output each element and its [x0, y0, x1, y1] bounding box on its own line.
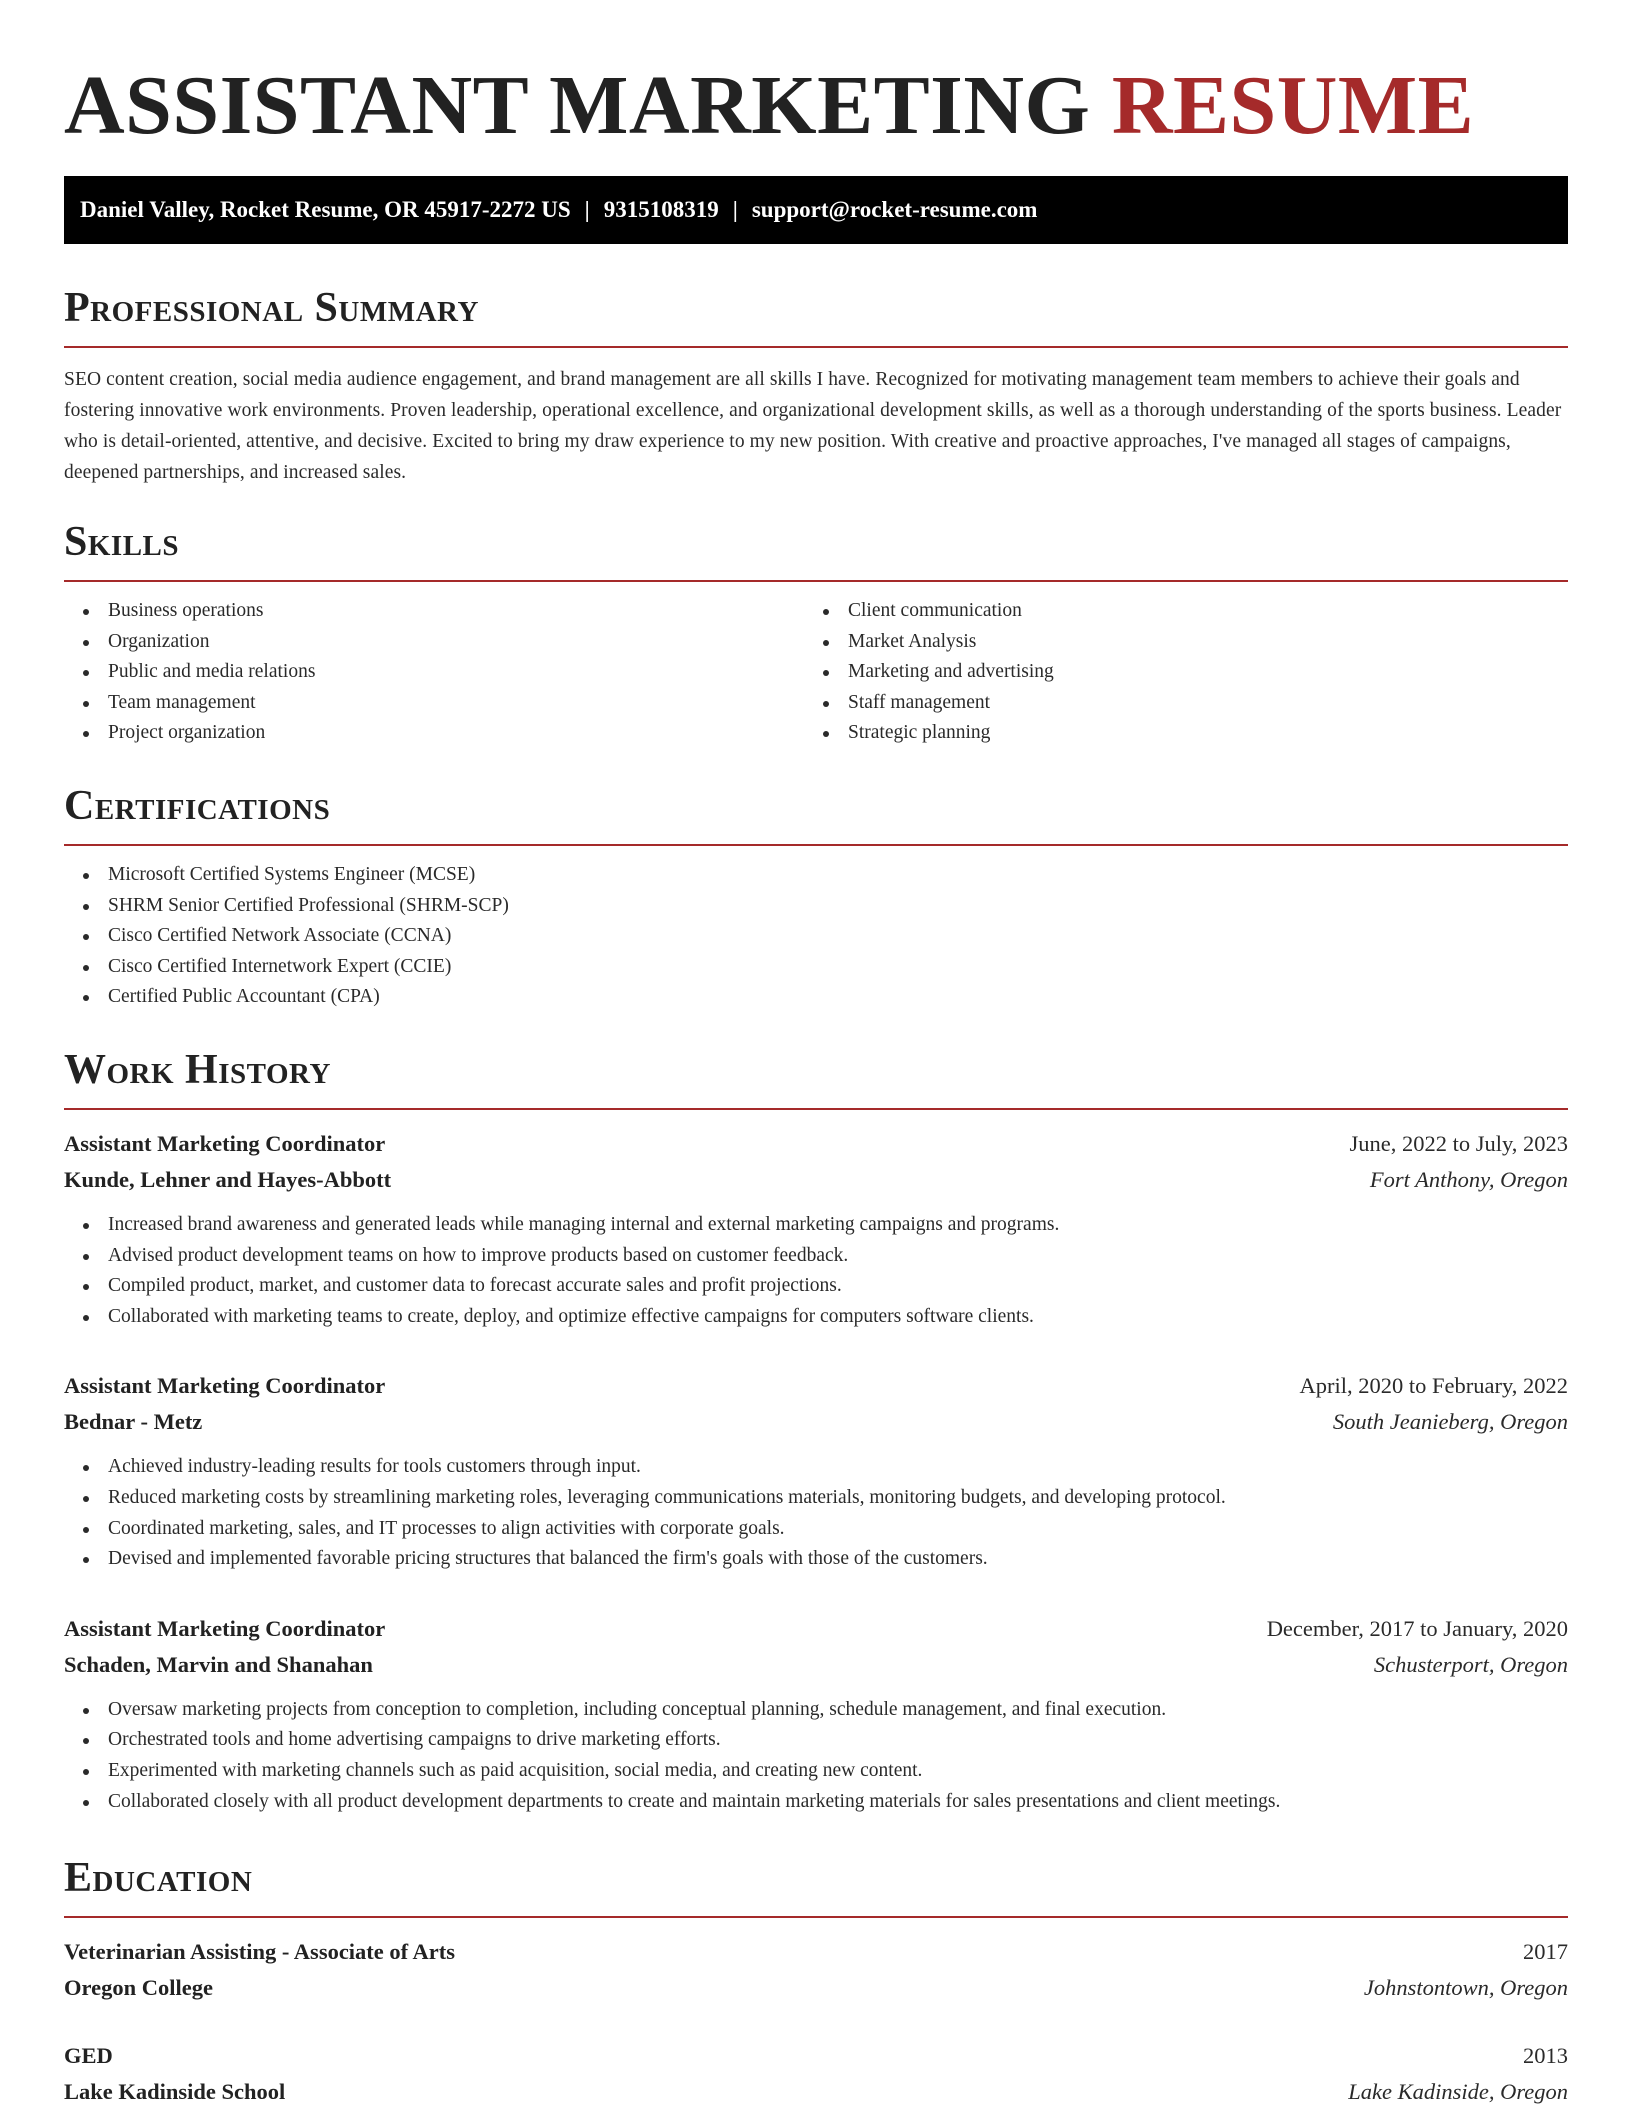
list-item: Devised and implemented favorable pricing structures that balanced the firm's goals with those of the customers. — [64, 1544, 1568, 1575]
job-entry — [64, 1611, 1568, 1817]
list-item: Project organization — [64, 718, 804, 749]
job-dates: June, 2022 to July, 2023 — [1349, 1131, 1568, 1156]
education-location: Lake Kadinside, Oregon — [1348, 2079, 1568, 2104]
section-divider — [64, 1916, 1568, 1918]
skills-list — [804, 596, 1544, 749]
list-item: Staff management — [804, 688, 1544, 719]
job-duties — [64, 1210, 1568, 1332]
education-degree: GED — [64, 2043, 113, 2068]
section-heading: Skills — [64, 519, 180, 565]
education-degree: Veterinarian Assisting - Associate of Arts — [64, 1939, 456, 1964]
skills-column-right — [804, 582, 1544, 749]
job-title: Assistant Marketing Coordinator — [64, 1373, 386, 1399]
education-entry — [64, 2038, 1568, 2110]
list-item: Public and media relations — [64, 657, 804, 688]
contact-phone[interactable]: 9315108319 — [603, 197, 719, 222]
list-item: Compiled product, market, and customer data to forecast accurate sales and profit projections. — [64, 1271, 1568, 1302]
job-company-row — [64, 1404, 1568, 1440]
list-item: Team management — [64, 688, 804, 719]
list-item: Client communication — [804, 596, 1544, 627]
job-header-row — [64, 1368, 1568, 1404]
job-entry — [64, 1126, 1568, 1332]
education-entry — [64, 1934, 1568, 2006]
list-item: Certified Public Accountant (CPA) — [64, 982, 1568, 1013]
list-item: Oversaw marketing projects from conception to completion, including conceptual planning, schedule management, and final execution. — [64, 1695, 1568, 1726]
contact-separator: | — [584, 197, 590, 222]
job-title: Assistant Marketing Coordinator — [64, 1131, 386, 1156]
job-company: Schaden, Marvin and Shanahan — [64, 1651, 373, 1677]
certifications-section — [64, 782, 1568, 1013]
job-duties — [64, 1452, 1568, 1574]
job-company: Bednar - Metz — [64, 1409, 203, 1435]
list-item: Business operations — [64, 596, 804, 627]
section-divider — [64, 844, 1568, 846]
section-divider — [64, 346, 1568, 348]
list-item: Market Analysis — [804, 627, 1544, 658]
list-item: Achieved industry-leading results for tools customers through input. — [64, 1452, 1568, 1483]
contact-email[interactable]: support@rocket-resume.com — [751, 197, 1038, 222]
job-company-row — [64, 1647, 1568, 1683]
list-item: Increased brand awareness and generated leads while managing internal and external marketing campaigns and programs. — [64, 1210, 1568, 1241]
job-dates: December, 2017 to January, 2020 — [1266, 1615, 1568, 1641]
job-entry — [64, 1368, 1568, 1574]
education-location: Johnstontown, Oregon — [1363, 1975, 1568, 2000]
education-degree-row — [64, 2038, 1568, 2074]
job-location: Fort Anthony, Oregon — [1369, 1167, 1568, 1192]
certifications-list — [64, 860, 1568, 1013]
section-heading: Education — [64, 1855, 253, 1901]
list-item: SHRM Senior Certified Professional (SHRM-SCP) — [64, 891, 1568, 922]
list-item: Collaborated closely with all product development departments to create and maintain marketing materials for sales presentations and client meetings. — [64, 1787, 1568, 1818]
job-header-row — [64, 1126, 1568, 1162]
job-location: South Jeanieberg, Oregon — [1332, 1409, 1568, 1435]
resume-page — [64, 0, 1568, 2104]
job-header-row — [64, 1611, 1568, 1647]
resume-title — [64, 0, 1568, 156]
list-item: Organization — [64, 627, 804, 658]
education-school: Lake Kadinside School — [64, 2079, 286, 2104]
education-school-row — [64, 2074, 1568, 2110]
list-item: Experimented with marketing channels such as paid acquisition, social media, and creating new content. — [64, 1756, 1568, 1787]
education-section — [64, 1854, 1568, 2110]
list-item: Marketing and advertising — [804, 657, 1544, 688]
section-heading: Work History — [64, 1047, 331, 1093]
education-degree-row — [64, 1934, 1568, 1970]
work-history-section — [64, 1046, 1568, 1817]
skills-section — [64, 518, 1568, 749]
skills-list — [64, 596, 804, 749]
contact-bar — [64, 176, 1568, 244]
list-item: Strategic planning — [804, 718, 1544, 749]
education-year: 2013 — [1523, 2043, 1568, 2068]
section-divider — [64, 1108, 1568, 1110]
job-location: Schusterport, Oregon — [1373, 1651, 1568, 1677]
section-heading: Professional Summary — [64, 285, 479, 331]
list-item: Microsoft Certified Systems Engineer (MCSE) — [64, 860, 1568, 891]
job-dates: April, 2020 to February, 2022 — [1299, 1373, 1568, 1399]
list-item: Collaborated with marketing teams to create, deploy, and optimize effective campaigns for computers software clients. — [64, 1302, 1568, 1333]
list-item: Orchestrated tools and home advertising campaigns to drive marketing efforts. — [64, 1725, 1568, 1756]
summary-section — [64, 284, 1568, 488]
list-item: Coordinated marketing, sales, and IT processes to align activities with corporate goals. — [64, 1514, 1568, 1545]
summary-text: SEO content creation, social media audience engagement, and brand management are all skills I have. Recognized for motivating management team members to achieve their goals and fostering innovative work environments. Proven leadership, operational excellence, and organizational development skills, as well as a thorough understanding of the sports business. Leader who is detail-oriented, attentive, and decisive. Excited to bring my draw experience to my new position. With creative and proactive approaches, I've managed all stages of campaigns, deepened partnerships, and increased sales. — [64, 369, 1562, 483]
skills-columns — [64, 582, 1568, 749]
education-school: Oregon College — [64, 1975, 213, 2000]
job-duties — [64, 1695, 1568, 1817]
section-heading: Certifications — [64, 783, 331, 829]
title-accent: RESUME — [1111, 59, 1475, 152]
contact-separator: | — [732, 197, 738, 222]
job-company: Kunde, Lehner and Hayes-Abbott — [64, 1167, 392, 1192]
contact-address: Daniel Valley, Rocket Resume, OR 45917-2272 US — [80, 197, 571, 222]
education-school-row — [64, 1970, 1568, 2006]
list-item: Cisco Certified Network Associate (CCNA) — [64, 921, 1568, 952]
list-item: Reduced marketing costs by streamlining marketing roles, leveraging communications materials, monitoring budgets, and developing protocol. — [64, 1483, 1568, 1514]
skills-column-left — [64, 582, 804, 749]
title-main: ASSISTANT MARKETING — [64, 59, 1091, 152]
job-company-row — [64, 1162, 1568, 1198]
list-item: Advised product development teams on how to improve products based on customer feedback. — [64, 1241, 1568, 1272]
job-title: Assistant Marketing Coordinator — [64, 1615, 386, 1641]
list-item: Cisco Certified Internetwork Expert (CCIE) — [64, 952, 1568, 983]
education-year: 2017 — [1523, 1939, 1568, 1964]
